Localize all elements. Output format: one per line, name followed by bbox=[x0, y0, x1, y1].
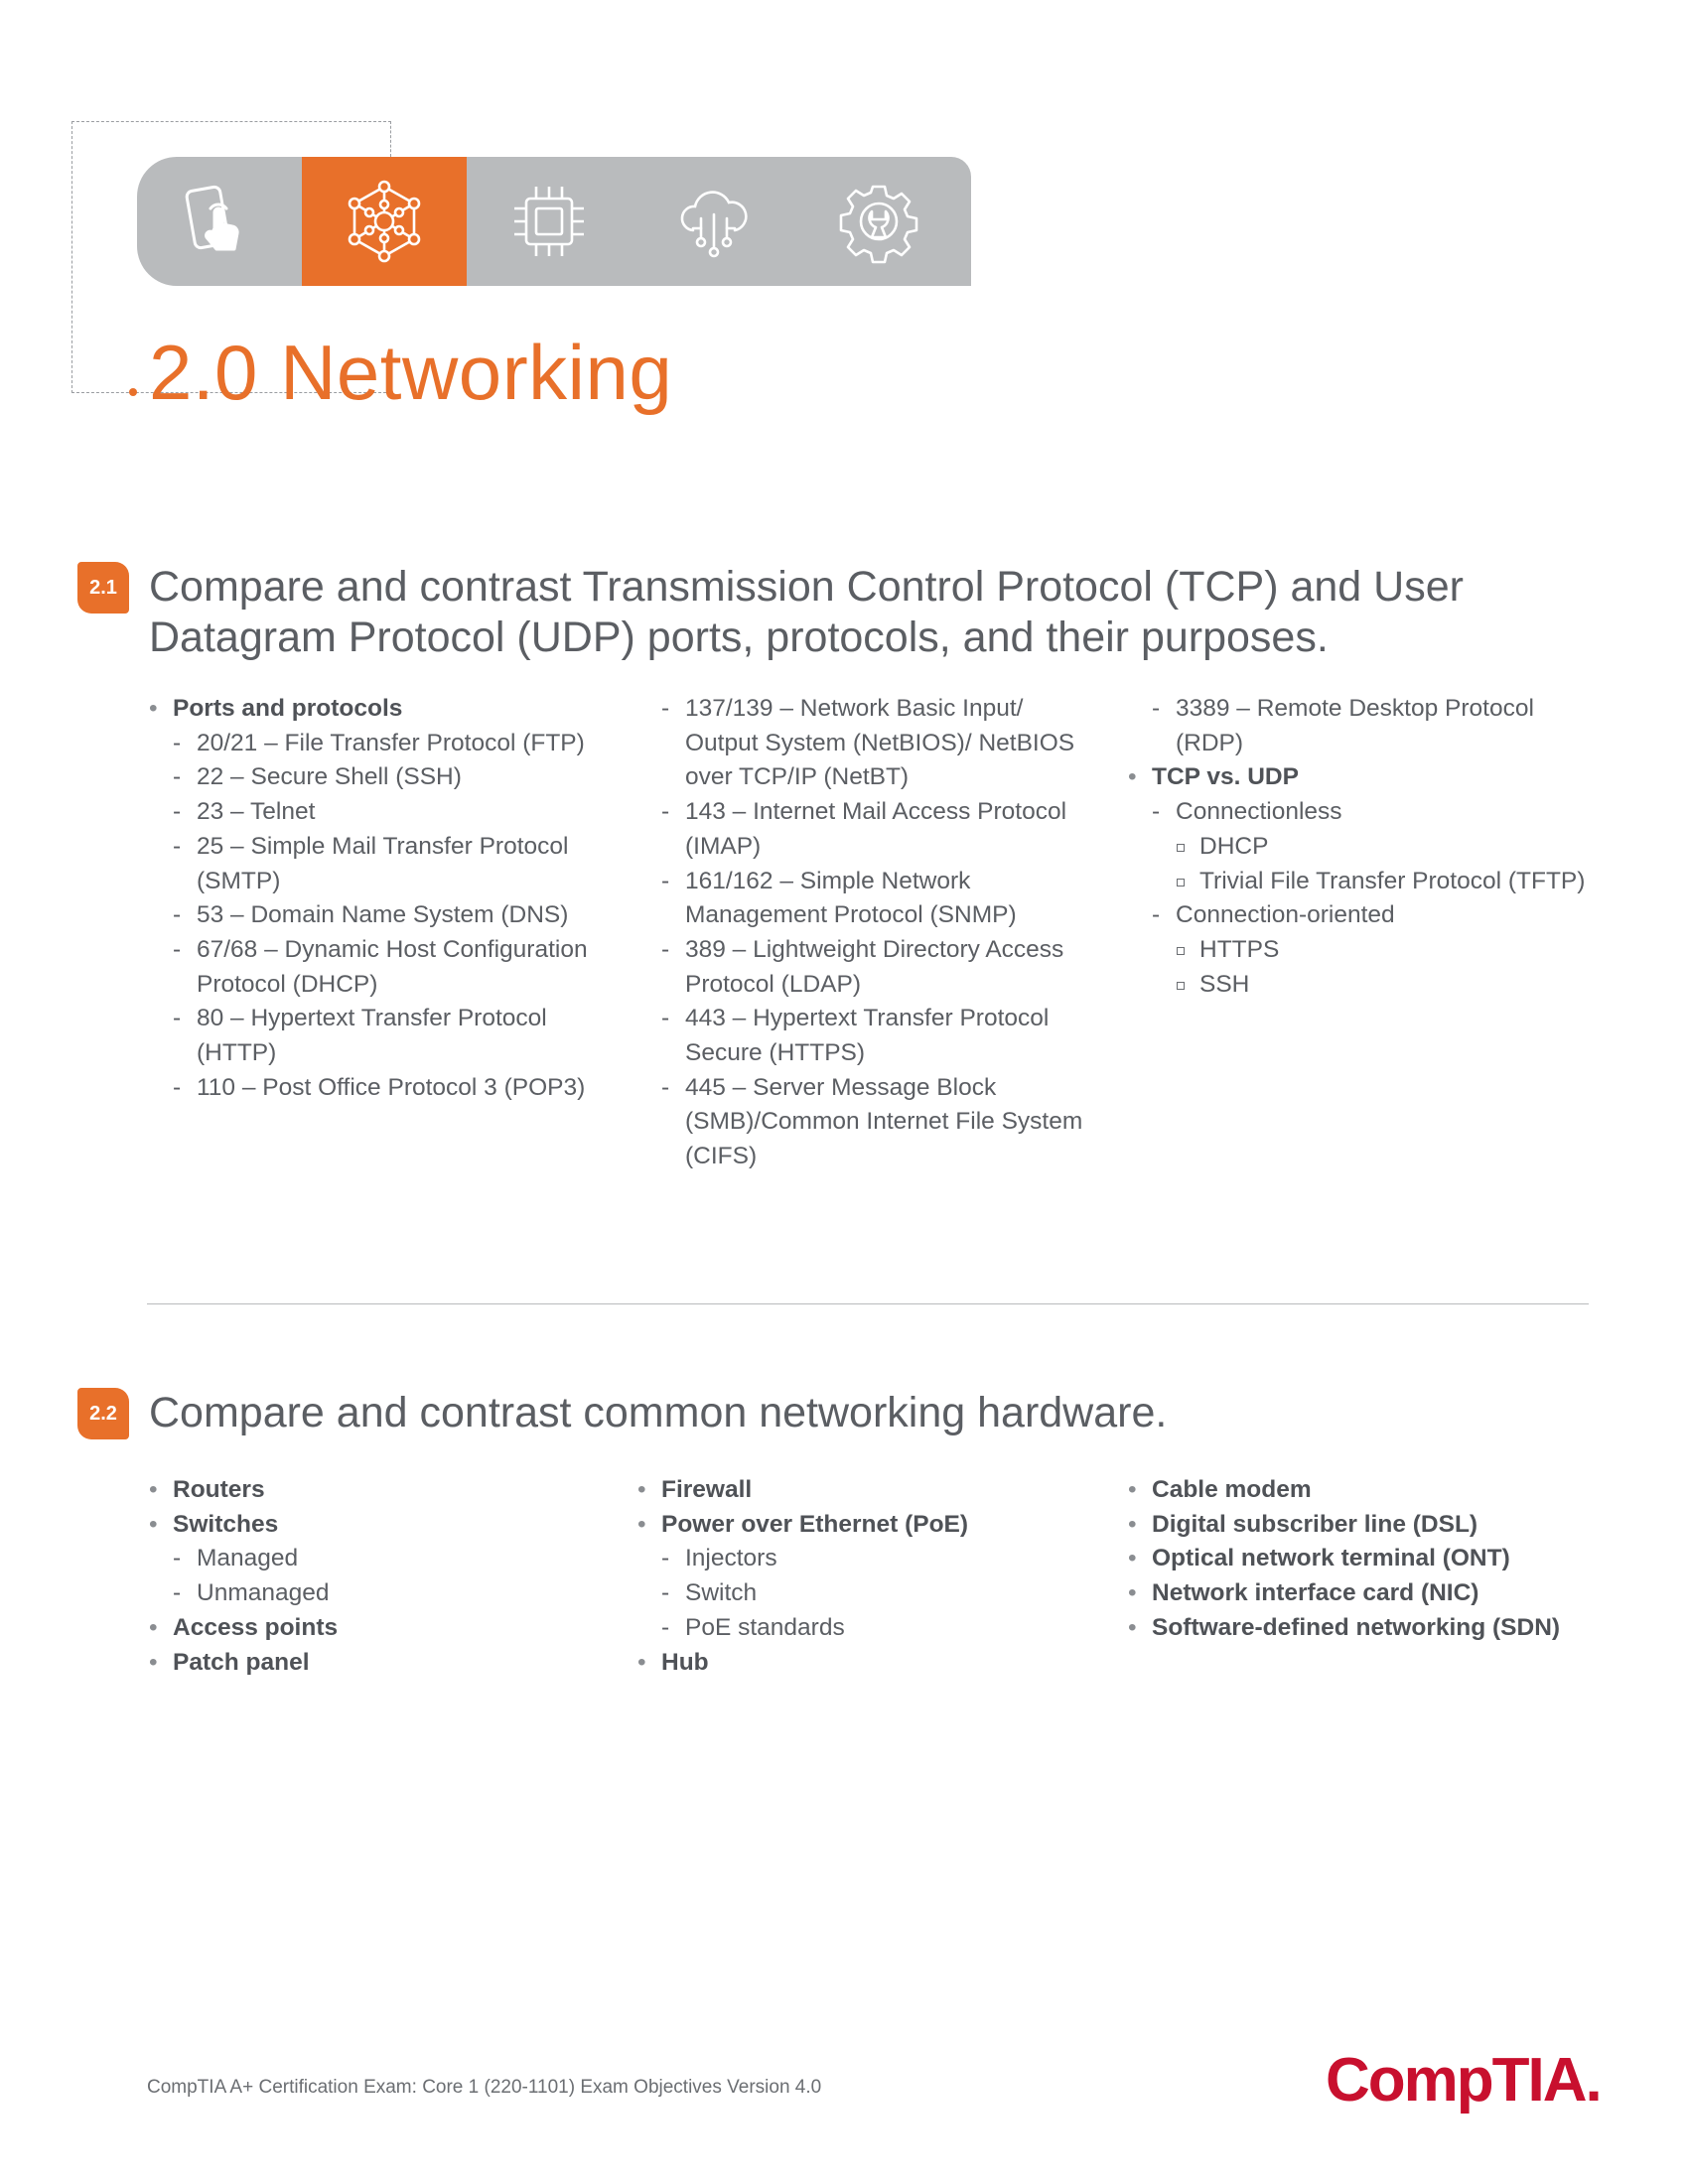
sub-bullet-item: - Switch bbox=[637, 1576, 1094, 1611]
tab-troubleshooting bbox=[796, 157, 961, 286]
bullet-item: • Software-defined networking (SDN) bbox=[1128, 1611, 1595, 1646]
dotted-frame-right bbox=[390, 121, 391, 157]
bullet-item: • Optical network terminal (ONT) bbox=[1128, 1542, 1595, 1576]
bullet-list bbox=[637, 1473, 1094, 1680]
bullet-item: • Digital subscriber line (DSL) bbox=[1128, 1508, 1595, 1543]
sub-bullet-item: - Connectionless bbox=[1128, 795, 1595, 830]
sub-bullet-item: - 143 – Internet Mail Access Protocol (IMAP) bbox=[637, 795, 1094, 864]
bullet-list bbox=[637, 692, 1094, 1174]
objective-column bbox=[637, 1473, 1094, 1680]
sub-bullet-item: - 161/162 – Simple Network Management Protocol (SNMP) bbox=[637, 865, 1094, 933]
bullet-item: • Ports and protocols bbox=[149, 692, 616, 727]
sub-bullet-item: - 80 – Hypertext Transfer Protocol (HTTP) bbox=[149, 1002, 616, 1070]
sub-bullet-item: - 110 – Post Office Protocol 3 (POP3) bbox=[149, 1071, 616, 1106]
sub-bullet-item: - Injectors bbox=[637, 1542, 1094, 1576]
network-icon bbox=[342, 179, 427, 264]
tab-mobile-devices bbox=[137, 157, 302, 286]
cloud-icon bbox=[671, 179, 757, 264]
sub-bullet-item: - 67/68 – Dynamic Host Configuration Protocol (DHCP) bbox=[149, 933, 616, 1002]
bullet-list bbox=[1128, 692, 1595, 1002]
frame-dot bbox=[129, 388, 137, 396]
sub-bullet-item: - 23 – Telnet bbox=[149, 795, 616, 830]
objective-column bbox=[637, 692, 1094, 1174]
bullet-list bbox=[1128, 1473, 1595, 1646]
bullet-item: • TCP vs. UDP bbox=[1128, 760, 1595, 795]
objective-column bbox=[149, 1473, 616, 1680]
sub-bullet-item: - Managed bbox=[149, 1542, 616, 1576]
sub-sub-bullet-item: DHCP bbox=[1128, 830, 1595, 865]
objective-column bbox=[1128, 1473, 1595, 1646]
bullet-item: • Patch panel bbox=[149, 1646, 616, 1681]
tab-networking bbox=[302, 157, 467, 286]
bullet-item: • Switches bbox=[149, 1508, 616, 1543]
page-title: 2.0 Networking bbox=[149, 329, 673, 416]
tab-virtualization-cloud bbox=[632, 157, 796, 286]
sub-bullet-item: - 53 – Domain Name System (DNS) bbox=[149, 898, 616, 933]
bullet-list bbox=[149, 1473, 616, 1680]
bullet-item: • Routers bbox=[149, 1473, 616, 1508]
section-title: Compare and contrast Transmission Control Protocol (TCP) and User Datagram Protocol (UDP) ports, protocols, and their purposes. bbox=[149, 563, 1464, 661]
touch-phone-icon bbox=[177, 179, 262, 264]
comptia-logo: CompTIA. bbox=[1326, 2046, 1601, 2115]
bullet-item: • Firewall bbox=[637, 1473, 1094, 1508]
sub-bullet-item: - PoE standards bbox=[637, 1611, 1094, 1646]
sub-bullet-item: - 3389 – Remote Desktop Protocol (RDP) bbox=[1128, 692, 1595, 760]
sub-bullet-item: - 137/139 – Network Basic Input/ Output System (NetBIOS)/ NetBIOS over TCP/IP (NetBT) bbox=[637, 692, 1094, 795]
bullet-item: • Access points bbox=[149, 1611, 616, 1646]
sub-bullet-item: - 20/21 – File Transfer Protocol (FTP) bbox=[149, 727, 616, 761]
section-badge: 2.2 bbox=[77, 1388, 129, 1439]
sub-bullet-item: - 443 – Hypertext Transfer Protocol Secure (HTTPS) bbox=[637, 1002, 1094, 1070]
bullet-item: • Hub bbox=[637, 1646, 1094, 1681]
tab-hardware bbox=[467, 157, 632, 286]
sub-sub-bullet-item: Trivial File Transfer Protocol (TFTP) bbox=[1128, 865, 1595, 899]
section-divider bbox=[147, 1303, 1589, 1304]
section-badge: 2.1 bbox=[77, 562, 129, 614]
chip-icon bbox=[506, 179, 592, 264]
sub-bullet-item: - 445 – Server Message Block (SMB)/Common Internet File System (CIFS) bbox=[637, 1071, 1094, 1174]
domain-icon-bar bbox=[137, 157, 971, 286]
sub-bullet-item: - Unmanaged bbox=[149, 1576, 616, 1611]
gear-wrench-icon bbox=[836, 179, 921, 264]
bullet-item: • Power over Ethernet (PoE) bbox=[637, 1508, 1094, 1543]
sub-sub-bullet-item: SSH bbox=[1128, 968, 1595, 1003]
objective-column bbox=[1128, 692, 1595, 1002]
footer-text: CompTIA A+ Certification Exam: Core 1 (220-1101) Exam Objectives Version 4.0 bbox=[147, 2077, 822, 2098]
sub-bullet-item: - 22 – Secure Shell (SSH) bbox=[149, 760, 616, 795]
bullet-item: • Network interface card (NIC) bbox=[1128, 1576, 1595, 1611]
sub-bullet-item: - Connection-oriented bbox=[1128, 898, 1595, 933]
bullet-item: • Cable modem bbox=[1128, 1473, 1595, 1508]
section-title: Compare and contrast common networking hardware. bbox=[149, 1389, 1168, 1436]
sub-bullet-item: - 25 – Simple Mail Transfer Protocol (SMTP) bbox=[149, 830, 616, 898]
bullet-list bbox=[149, 692, 616, 1105]
sub-bullet-item: - 389 – Lightweight Directory Access Protocol (LDAP) bbox=[637, 933, 1094, 1002]
objective-column bbox=[149, 692, 616, 1105]
sub-sub-bullet-item: HTTPS bbox=[1128, 933, 1595, 968]
